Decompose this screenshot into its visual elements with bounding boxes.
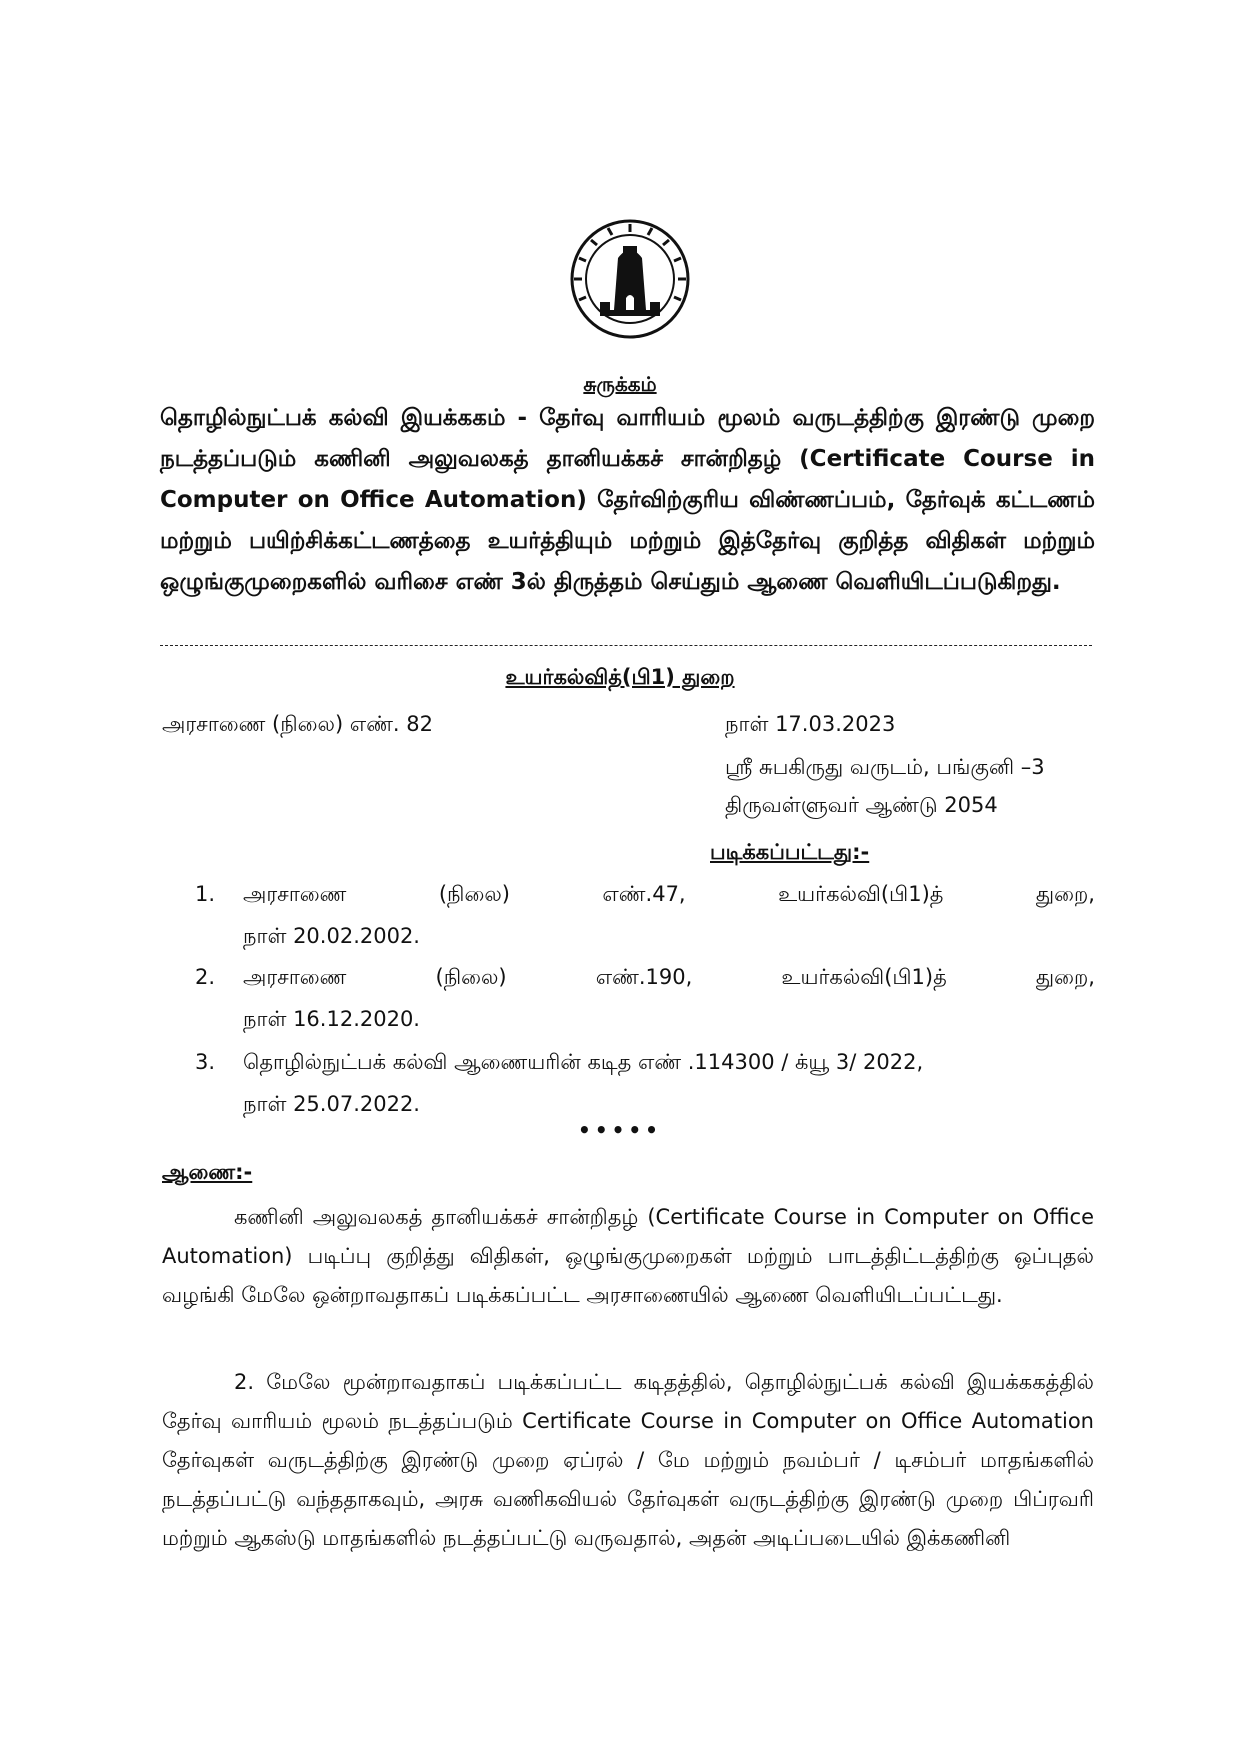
reference-date: நாள் 25.07.2022. bbox=[243, 1092, 420, 1116]
reference-part: (நிலை) bbox=[438, 882, 510, 906]
tamil-year-line-2: திருவள்ளுவர் ஆண்டு 2054 bbox=[725, 793, 998, 817]
separator-stars: ••••• bbox=[578, 1118, 662, 1142]
reference-part: உயர்கல்வி(பி1)த் bbox=[778, 882, 944, 906]
reference-item bbox=[195, 882, 1095, 962]
reference-part: எண்.190, bbox=[595, 965, 693, 989]
reference-part: துறை, bbox=[1035, 882, 1095, 906]
reference-part: (நிலை) bbox=[435, 965, 507, 989]
summary-title: சுருக்கம் bbox=[583, 372, 657, 396]
order-paragraph-1: கணினி அலுவலகத் தானியக்கச் சான்றிதழ் (Certificate Course in Computer on Office Automation) படிப்பு குறித்து விதிகள், ஒழுங்குமுறைகள் மற்றும் பாடத்திட்டத்திற்கு ஒப்புதல் வழங்கி மேலே ஒன்றாவதாகப் படிக்கப்பட்ட அரசாணையில் ஆணை வெளியிடப்பட்டது. bbox=[162, 1205, 1094, 1307]
order-heading: ஆணை:- bbox=[162, 1160, 253, 1184]
tamil-year-line-1: ஸ்ரீ சுபகிருது வருடம், பங்குனி –3 bbox=[725, 755, 1045, 779]
department-heading: உயர்கல்வித்(பி1) துறை bbox=[505, 665, 735, 689]
reference-date: நாள் 20.02.2002. bbox=[243, 924, 420, 948]
reference-part: அரசாணை bbox=[243, 882, 347, 906]
reference-number: 3. bbox=[195, 1050, 216, 1074]
reference-number: 2. bbox=[195, 965, 216, 989]
reference-number: 1. bbox=[195, 882, 216, 906]
reference-part: துறை, bbox=[1035, 965, 1095, 989]
read-heading: படிக்கப்பட்டது:- bbox=[710, 840, 870, 864]
reference-part: அரசாணை bbox=[243, 965, 347, 989]
summary-text: தொழில்நுட்பக் கல்வி இயக்ககம் - தேர்வு வாரியம் மூலம் வருடத்திற்கு இரண்டு முறை நடத்தப்படும் கணினி அலுவலகத் தானியக்கச் சான்றிதழ் (Certificate Course in Computer on Office Automation) தேர்விற்குரிய விண்ணப்பம், தேர்வுக் கட்டணம் மற்றும் பயிற்சிக்கட்டணத்தை உயர்த்தியும் மற்றும் இத்தேர்வு குறித்த விதிகள் மற்றும் ஒழுங்குமுறைகளில் வரிசை எண் 3ல் திருத்தம் செய்தும் ஆணை வெளியிடப்படுகிறது. bbox=[160, 405, 1095, 595]
reference-item bbox=[195, 965, 1095, 1045]
order-paragraph-2: 2. மேலே மூன்றாவதாகப் படிக்கப்பட்ட கடிதத்தில், தொழில்நுட்பக் கல்வி இயக்ககத்தில் தேர்வு வாரியம் மூலம் நடத்தப்படும் Certificate Course in Computer on Office Automation தேர்வுகள் வருடத்திற்கு இரண்டு முறை ஏப்ரல் / மே மற்றும் நவம்பர் / டிசம்பர் மாதங்களில் நடத்தப்பட்டு வந்ததாகவும், அரசு வணிகவியல் தேர்வுகள் வருடத்திற்கு இரண்டு முறை பிப்ரவரி மற்றும் ஆகஸ்டு மாதங்களில் நடத்தப்பட்டு வருவதால், அதன் அடிப்படையில் இக்கணினி bbox=[162, 1370, 1094, 1550]
divider bbox=[160, 645, 1092, 646]
go-number: அரசாணை (நிலை) எண். 82 bbox=[162, 712, 433, 736]
go-date: நாள் 17.03.2023 bbox=[725, 712, 896, 736]
reference-part: உயர்கல்வி(பி1)த் bbox=[781, 965, 947, 989]
reference-date: நாள் 16.12.2020. bbox=[243, 1007, 420, 1031]
reference-part: எண்.47, bbox=[602, 882, 686, 906]
reference-part: தொழில்நுட்பக் கல்வி ஆணையரின் கடித எண் .114300 / க்யூ 3/ 2022, bbox=[243, 1050, 924, 1074]
government-emblem-icon bbox=[570, 218, 690, 340]
